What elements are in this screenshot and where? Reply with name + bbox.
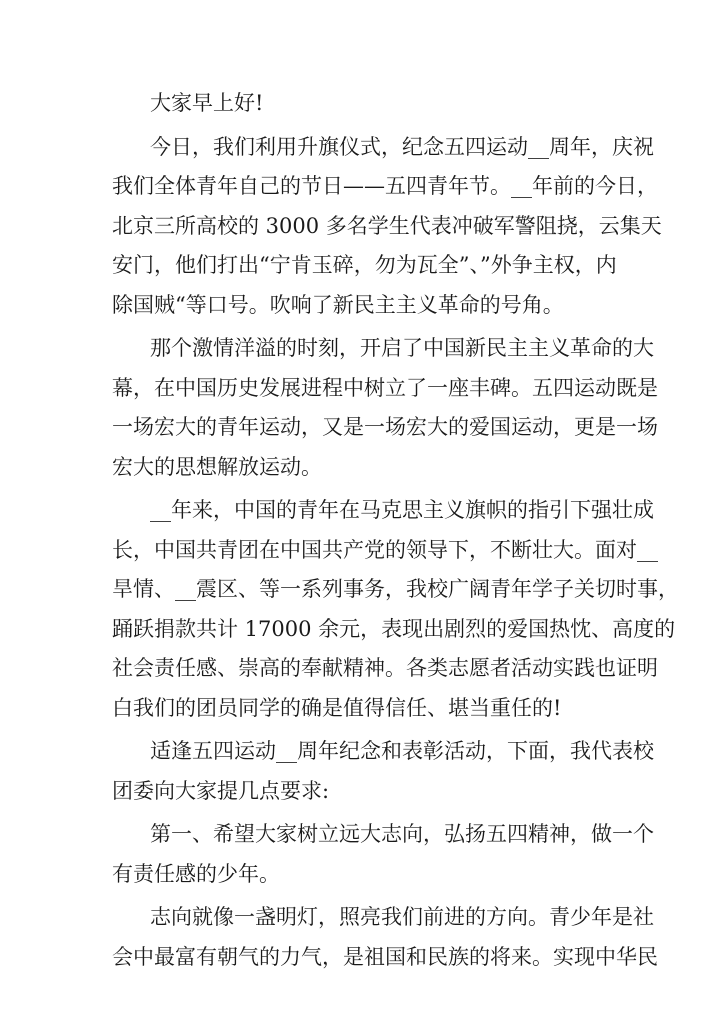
text-line: 我们全体青年自己的节日——五四青年节。__年前的今日， (112, 174, 658, 198)
text-line: 今日，我们利用升旗仪式，纪念五四运动__周年，庆祝 (150, 134, 654, 159)
text-line: 适逢五四运动__周年纪念和表彰活动，下面，我代表校 (150, 739, 654, 763)
paragraph-4 (112, 732, 654, 811)
text-line: 幕，在中国历史发展进程中树立了一座丰碑。五四运动既是 (112, 375, 658, 400)
text-line: 长，中国共青团在中国共产党的领导下，不断壮大。面对__ (112, 537, 658, 562)
text-line: __年来，中国的青年在马克思主义旗帜的指引下强壮成 (150, 498, 654, 522)
paragraph-6 (112, 898, 658, 977)
paragraph-5 (112, 815, 654, 894)
text-line: 志向就像一盏明灯，照亮我们前进的方向。青少年是社 (150, 905, 654, 929)
paragraph-1 (112, 128, 662, 326)
text-line: 白我们的团员同学的确是值得信任、堪当重任的! (112, 695, 562, 720)
text-line: 旱情、__震区、等一系列事务，我校广阔青年学子关切时事， (112, 577, 679, 601)
text-line: 社会责任感、崇高的奉献精神。各类志愿者活动实践也证明 (112, 656, 658, 680)
text-line: 大家早上好! (150, 91, 264, 115)
text-line: 团委向大家提几点要求: (112, 778, 330, 803)
text-line: 踊跃捐款共计 17000 余元，表现出剧烈的爱国热忱、高度的 (112, 616, 676, 641)
text-line: 第一、希望大家树立远大志向，弘扬五四精神，做一个 (150, 822, 654, 846)
paragraph-greeting (112, 84, 612, 124)
text-line: 那个激情洋溢的时刻，开启了中国新民主主义革命的大 (150, 336, 654, 360)
text-line: 有责任感的少年。 (112, 861, 280, 886)
text-line: 北京三所高校的 3000 多名学生代表冲破军警阻挠，云集天 (112, 213, 662, 238)
text-line: 一场宏大的青年运动，又是一场宏大的爱国运动，更是一场 (112, 415, 658, 439)
text-line: 会中最富有朝气的力气，是祖国和民族的将来。实现中华民 (112, 944, 658, 969)
speech-text (112, 84, 679, 981)
text-line: 安门，他们打出“宁肯玉碎，勿为瓦全”、”外争主权，内 (112, 253, 617, 277)
text-line: 宏大的思想解放运动。 (112, 454, 322, 479)
text-line: 除国贼“等口号。吹响了新民主主义革命的号角。 (112, 292, 564, 317)
paragraph-2 (112, 329, 658, 487)
paragraph-3 (112, 491, 679, 728)
